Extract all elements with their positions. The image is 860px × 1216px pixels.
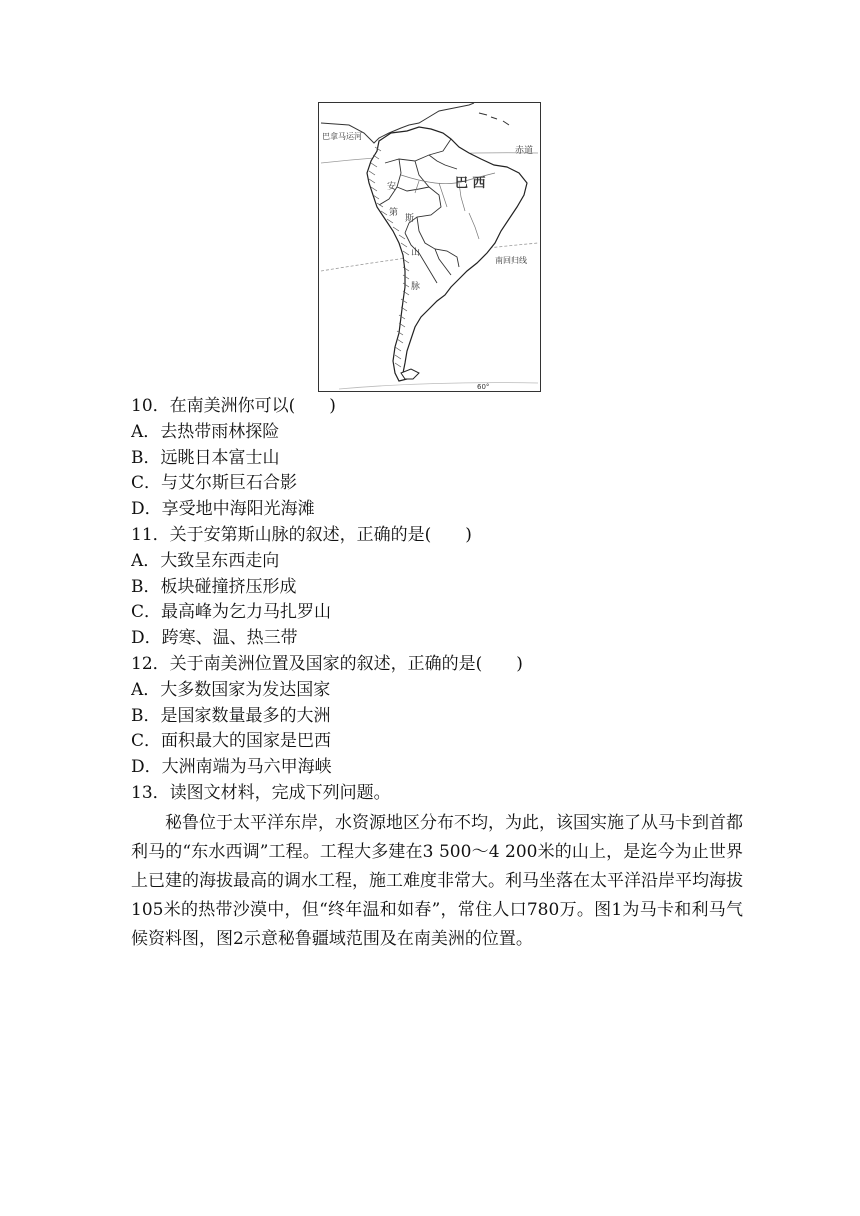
material-paragraph: 秘鲁位于太平洋东岸，水资源地区分布不均，为此，该国实施了从马卡到首都利马的“东水西调”工程。工程大多建在3 500～4 200米的山上，是迄今为止世界上已建的海拔最高的调水工程，施工难度非常大。利马坐落在太平洋沿岸平均海拔105米的热带沙漠中，但“终年温和如春”，常住人口780万。图1为马卡和利马气候资料图，图2示意秘鲁疆域范围及在南美洲的位置。 <box>131 812 743 949</box>
south-america-map-svg <box>319 103 540 391</box>
equator-label: 赤道 <box>515 146 534 156</box>
question-stem: 13．读图文材料，完成下列问题。 <box>131 782 391 803</box>
option-d: D．跨寒、温、热三带 <box>131 628 298 649</box>
andes-char-5: 脉 <box>411 282 421 292</box>
option-c: C．与艾尔斯巨石合影 <box>131 473 298 494</box>
question-10 <box>131 394 743 523</box>
continent-outline <box>367 127 527 381</box>
question-stem: 10．在南美洲你可以( ) <box>131 396 336 416</box>
question-12 <box>131 652 743 781</box>
latitude-60-label: 60° <box>477 383 490 391</box>
question-stem: 12．关于南美洲位置及国家的叙述，正确的是( ) <box>131 653 523 674</box>
question-content <box>131 394 743 954</box>
andes-char-4: 山 <box>411 248 421 258</box>
option-d: D．大洲南端为马六甲海峡 <box>131 757 332 778</box>
option-a: A．大多数国家为发达国家 <box>131 679 331 700</box>
option-c: C．最高峰为乞力马扎罗山 <box>131 602 332 623</box>
question-11 <box>131 523 743 652</box>
caribbean-islands <box>479 113 509 125</box>
option-a: A．大致呈东西走向 <box>131 550 280 571</box>
question-stem: 11．关于安第斯山脉的叙述，正确的是( ) <box>131 524 472 545</box>
brazil-label: 巴 西 <box>455 176 486 191</box>
option-b: B．板块碰撞挤压形成 <box>131 576 297 597</box>
latitude-60-line <box>339 383 538 389</box>
andes-char-1: 安 <box>387 182 397 192</box>
option-b: B．远眺日本富士山 <box>131 447 280 468</box>
andes-char-3: 斯 <box>405 214 415 224</box>
south-america-map <box>318 102 541 392</box>
question-13 <box>131 781 743 954</box>
option-b: B．是国家数量最多的大洲 <box>131 705 331 726</box>
tropic-label: 南回归线 <box>495 256 527 265</box>
option-d: D．享受地中海阳光海滩 <box>131 499 315 520</box>
andes-char-2: 第 <box>389 208 399 218</box>
option-c: C．面积最大的国家是巴西 <box>131 731 332 752</box>
option-a: A．去热带雨林探险 <box>131 421 280 442</box>
panama-canal-label: 巴拿马运河 <box>322 132 362 141</box>
